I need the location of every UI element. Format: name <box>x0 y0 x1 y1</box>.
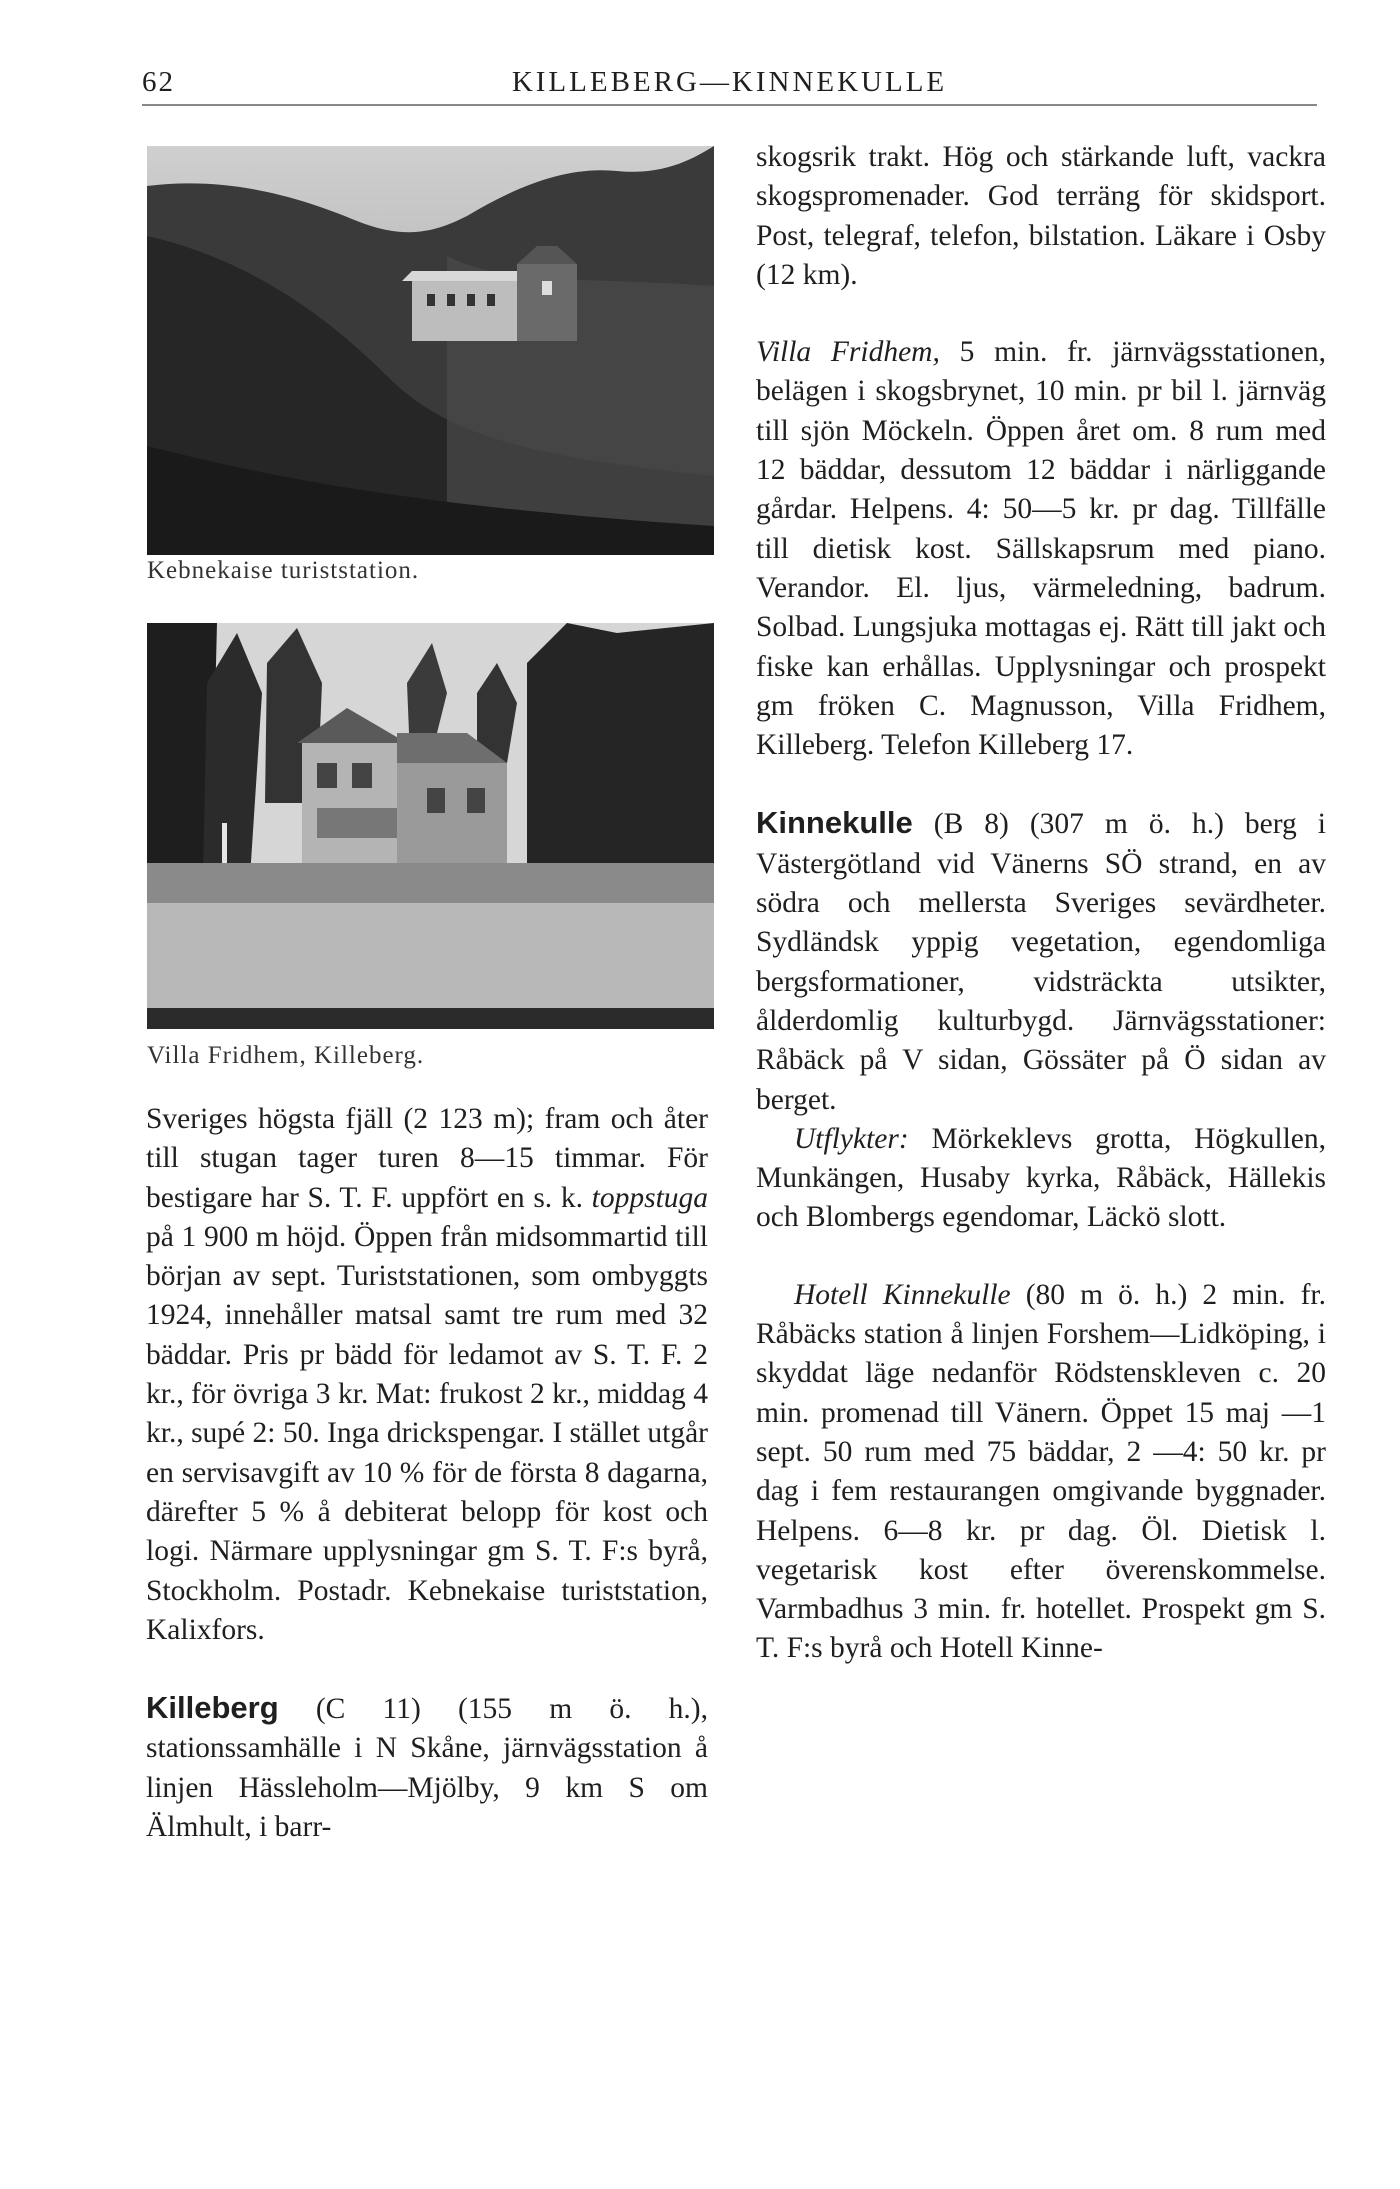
page-header <box>142 62 1317 106</box>
kinnekulle-entry <box>756 803 1326 1119</box>
kebnekaise-caption: Kebnekaise turiststation. <box>147 557 420 584</box>
page-number: 62 <box>142 66 175 98</box>
hotell-kinnekulle-text: (80 m ö. h.) 2 min. fr. Råbäcks station å linjen Forshem—Lidköping, i skyddat läge nedanför Rödstenskleven c. 20 min. promenad till Vänern. Öppet 15 maj —1 sept. 50 rum med 75 bäddar, 2 —4: 50 kr. pr dag i fem restaurangen omgivande byggnader. Helpens. 6—8 kr. pr dag. Öl. Dietisk l. vegetarisk kost efter överenskommelse. Varmbadhus 3 min. fr. hotellet. Prospekt gm S. T. F:s byrå och Hotell Kinne- <box>756 1278 1327 1665</box>
villa-fridhem-text: 5 min. fr. järnvägsstationen, belägen i skogsbrynet, 10 min. pr bil l. järnväg till sjön Möckeln. Öppen året om. 8 rum med 12 bäddar, dessutom 12 bäddar i närliggande gårdar. Helpens. 4: 50—5 kr. pr dag. Tillfälle till dietisk kost. Sällskapsrum med piano. Verandor. El. ljus, värmeledning, badrum. Solbad. Lungsjuka mottagas ej. Rätt till jakt och fiske kan erhållas. Upplysningar och prospekt gm fröken C. Magnusson, Villa Fridhem, Killeberg. Telefon Killeberg 17. <box>756 336 1327 762</box>
left-column <box>146 1100 708 1847</box>
toppstuga-term: toppstuga <box>591 1181 709 1214</box>
utflykter-label: Utflykter: <box>794 1122 909 1155</box>
kinnekulle-text: (B 8) (307 m ö. h.) berg i Västergötland vid Vänerns SÖ strand, en av södra och mellersta Sveriges sevärdheter. Sydländsk yppig vegetation, egendomliga bergsformationer, vidsträckta utsikter, ålderdomlig kulturbygd. Järnvägsstationer: Råbäck på V sidan, Gössäter på Ö sidan av berget. <box>756 808 1326 1116</box>
killeberg-text: (C 11) (155 m ö. h.), stationssamhälle i N Skåne, järnvägsstation å linjen Hässleholm—Mjölby, 9 km S om Älmhult, i barr- <box>146 1693 709 1844</box>
killeberg-entry <box>146 1688 708 1847</box>
villa-fridhem-name: Villa Fridhem, <box>756 336 940 369</box>
hotell-kinnekulle-name: Hotell Kinnekulle <box>794 1278 1011 1311</box>
right-column <box>756 138 1326 1669</box>
villa-fridhem-photo <box>147 623 714 1029</box>
kebnekaise-text-end: på 1 900 m höjd. Öppen från midsommartid till början av sept. Turiststationen, som ombyggts 1924, innehåller matsal samt tre rum med 32 bäddar. Pris pr bädd för ledamot av S. T. F. 2 kr., för övriga 3 kr. Mat: frukost 2 kr., middag 4 kr., supé 2: 50. Inga drickspengar. I stället utgår en servisavgift av 10 % för de första 8 dagarna, därefter 5 % å debiterat belopp för kost och logi. Närmare upplysningar gm S. T. F:s byrå, Stockholm. Postadr. Kebnekaise turiststation, Kalixfors. <box>146 1220 708 1646</box>
kinnekulle-heading: Kinnekulle <box>756 805 913 841</box>
utflykter-paragraph <box>756 1120 1326 1238</box>
kebnekaise-text: Sveriges högsta fjäll (2 123 m); fram och åter till stugan tager turen 8—15 timmar. För bestigare har S. T. F. uppfört en s. k. <box>146 1103 708 1214</box>
villa-fridhem-caption: Villa Fridhem, Killeberg. <box>147 1042 425 1069</box>
killeberg-heading: Killeberg <box>146 1690 279 1726</box>
header-rule <box>142 104 1317 106</box>
villa-fridhem-paragraph <box>756 333 1326 765</box>
kebnekaise-photo <box>147 146 714 555</box>
kebnekaise-paragraph <box>146 1100 708 1650</box>
running-title: KILLEBERG—KINNEKULLE <box>511 66 948 98</box>
killeberg-continuation: skogsrik trakt. Hög och stärkande luft, vackra skogspromenader. God terräng för skidsport. Post, telegraf, telefon, bilstation. Läkare i Osby (12 km). <box>756 141 1326 291</box>
hotell-kinnekulle-paragraph <box>756 1276 1326 1669</box>
utflykter-text: Mörkeklevs grotta, Högkullen, Munkängen, Husaby kyrka, Råbäck, Hällekis och Blombergs egendomar, Läckö slott. <box>756 1122 1326 1234</box>
